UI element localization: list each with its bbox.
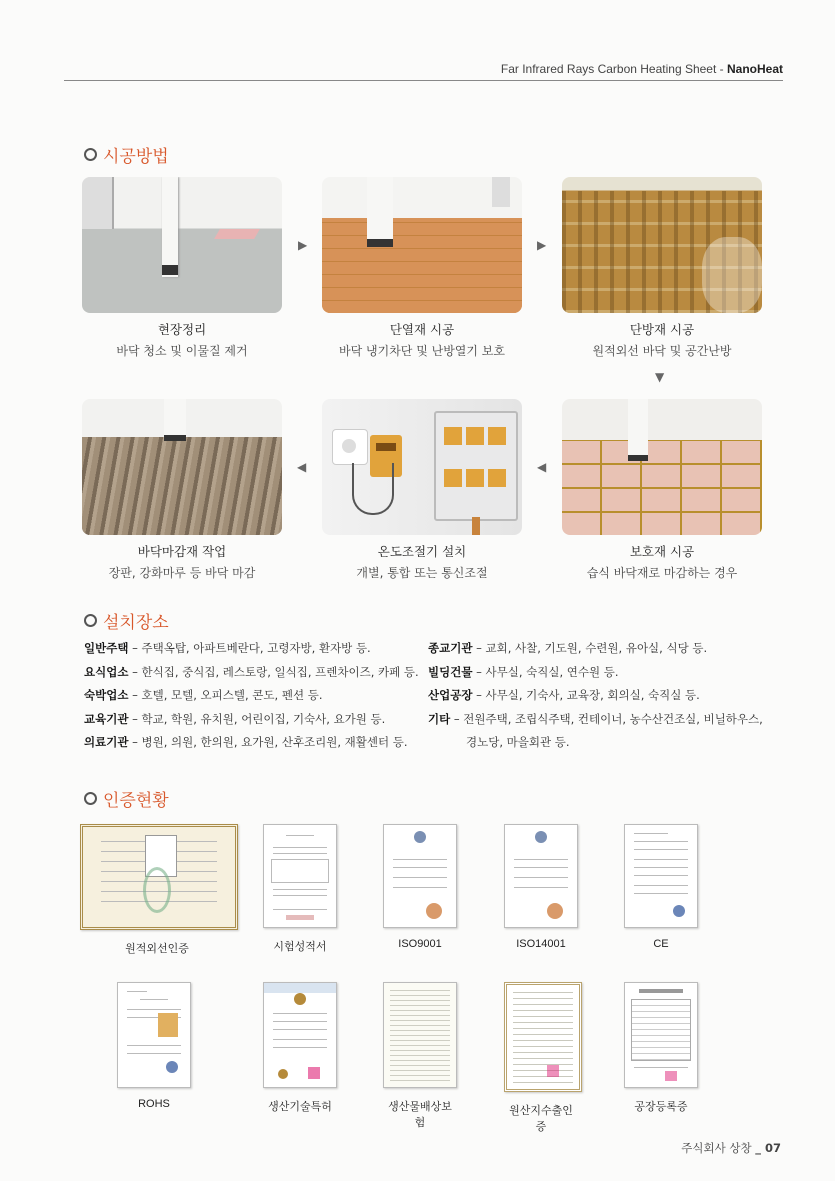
certificate-document (80, 824, 238, 930)
location-item: 교육기관 – 학교, 학원, 유치원, 어린이집, 기숙사, 요가원 등. (84, 711, 386, 726)
step-name: 보호재 시공 (629, 544, 695, 559)
cert-label: ISO14001 (516, 938, 566, 950)
location-item: 의료기관 – 병원, 의원, 한의원, 요가원, 산후조리원, 재활센터 등. (84, 735, 408, 749)
cert-label: CE (653, 938, 669, 950)
cert-iso14001 (504, 824, 578, 950)
certificate-document (117, 982, 191, 1088)
photo-site-cleanup (82, 177, 282, 313)
section-title-locations: 설치장소 (84, 608, 169, 633)
cert-origin-export (504, 982, 578, 1134)
certificate-document (383, 982, 457, 1088)
certificate-document (263, 982, 337, 1088)
certificate-document (624, 824, 698, 928)
bullet-circle-icon (84, 148, 97, 161)
step-name: 현장정리 (157, 322, 207, 337)
cert-label: 생산물배상보험 (388, 1101, 452, 1129)
cert-far-infrared (80, 824, 234, 956)
photo-heating-sheet (562, 177, 762, 313)
arrow-right-icon: ▶ (537, 238, 547, 252)
step-name: 단열재 시공 (389, 322, 455, 337)
header-brand: NanoHeat (726, 62, 783, 76)
location-item: 종교기관 – 교회, 사찰, 기도원, 수련원, 유아실, 식당 등. (428, 641, 708, 655)
cert-ce (624, 824, 698, 950)
cert-liability-insurance (383, 982, 457, 1130)
page-footer (681, 1140, 781, 1156)
photo-insulation (322, 177, 522, 313)
step-heating-sheet (562, 177, 762, 359)
step-insulation (322, 177, 522, 359)
footer-company: 주식회사 상창 (681, 1141, 752, 1155)
section-title-install: 시공방법 (84, 142, 169, 167)
cert-factory-registration (624, 982, 698, 1114)
certificate-document (624, 982, 698, 1088)
certificate-document (504, 982, 582, 1092)
step-name: 온도조절기 설치 (377, 544, 467, 559)
arrow-left-icon: ◀ (537, 460, 547, 474)
photo-thermostat (322, 399, 522, 535)
cert-test-report (263, 824, 337, 954)
cert-rohs (117, 982, 191, 1110)
arrow-down-icon: ▼ (655, 370, 665, 384)
step-desc: 바닥 냉기차단 및 난방열기 보호 (339, 344, 505, 358)
location-item: 일반주택 – 주택옥탑, 아파트베란다, 고령자방, 환자방 등. (84, 641, 371, 655)
header-rule (64, 80, 783, 81)
cert-label: ISO9001 (398, 938, 442, 950)
step-desc: 바닥 청소 및 이물질 제거 (116, 344, 248, 358)
cert-label: 시험성적서 (273, 941, 327, 953)
arrow-right-icon: ▶ (298, 238, 308, 252)
photo-floor-finish (82, 399, 282, 535)
location-item: 빌딩건물 – 사무실, 숙직실, 연수원 등. (428, 664, 619, 679)
cert-patent (263, 982, 337, 1114)
cert-label: 생산기술특허 (268, 1101, 332, 1113)
cert-label: ROHS (138, 1098, 170, 1110)
step-desc: 원적외선 바닥 및 공간난방 (592, 344, 732, 358)
photo-protective-layer (562, 399, 762, 535)
step-desc: 장판, 강화마루 등 바닥 마감 (108, 566, 256, 580)
step-name: 바닥마감재 작업 (137, 544, 227, 559)
location-item: 경노당, 마을회관 등. (466, 735, 570, 749)
step-desc: 습식 바닥재로 마감하는 경우 (586, 566, 738, 580)
step-protective-layer (562, 399, 762, 581)
certificate-document (504, 824, 578, 928)
cert-iso9001 (383, 824, 457, 950)
location-item: 요식업소 – 한식집, 중식집, 레스토랑, 일식집, 프렌차이즈, 카페 등. (84, 664, 419, 679)
arrow-left-icon: ◀ (297, 460, 307, 474)
cert-label: 원산지수출인증 (509, 1105, 573, 1133)
footer-page-number: _ 07 (755, 1141, 781, 1155)
bullet-circle-icon (84, 614, 97, 627)
step-site-cleanup (82, 177, 282, 359)
location-item: 산업공장 – 사무실, 기숙사, 교육장, 회의실, 숙직실 등. (428, 688, 700, 702)
page-header (501, 62, 783, 76)
cert-label: 원적외선인증 (125, 943, 189, 955)
header-title: Far Infrared Rays Carbon Heating Sheet - (500, 62, 727, 76)
location-item: 숙박업소 – 호텔, 모텔, 오피스텔, 콘도, 펜션 등. (84, 688, 323, 702)
cert-label: 공장등록증 (634, 1101, 688, 1113)
step-floor-finish (82, 399, 282, 581)
step-thermostat (322, 399, 522, 581)
bullet-circle-icon (84, 792, 97, 805)
step-desc: 개별, 통합 또는 통신조절 (356, 566, 488, 580)
location-item: 기타 – 전원주택, 조립식주택, 컨테이너, 농수산건조실, 비닐하우스, (428, 711, 763, 726)
certificate-document (263, 824, 337, 928)
locations-right-list (428, 637, 763, 755)
section-title-certs: 인증현황 (84, 786, 169, 811)
step-name: 단방재 시공 (629, 322, 695, 337)
certificate-document (383, 824, 457, 928)
locations-left-list (84, 637, 419, 755)
